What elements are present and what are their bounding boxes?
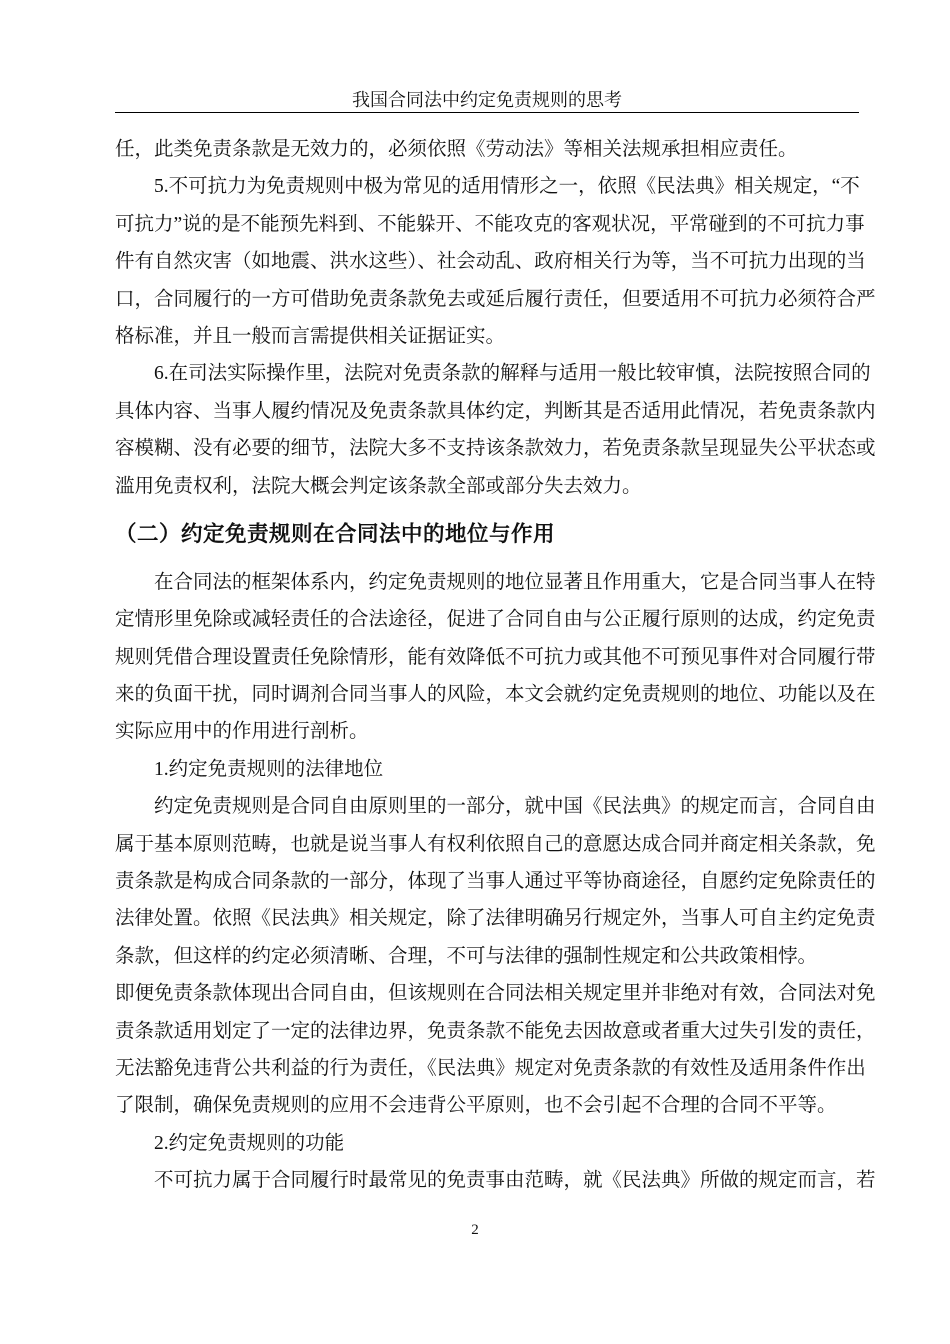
text-line: 约定免责规则是合同自由原则里的一部分，就中国《民法典》的规定而言，合同自由	[154, 796, 876, 818]
text-line: 责条款是构成合同条款的一部分，体现了当事人通过平等协商途径，自愿约定免除责任的	[115, 871, 876, 893]
text-line: 实际应用中的作用进行剖析。	[115, 721, 369, 743]
text-line: 口，合同履行的一方可借助免责条款免去或延后履行责任，但要适用不可抗力必须符合严	[115, 288, 876, 310]
text-line: 无法豁免违背公共利益的行为责任，《民法典》规定对免责条款的有效性及适用条件作出	[115, 1057, 866, 1079]
text-line: 属于基本原则范畴，也就是说当事人有权利依照自己的意愿达成合同并商定相关条款，免	[115, 833, 876, 855]
text-line: 即便免责条款体现出合同自由，但该规则在合同法相关规定里并非绝对有效，合同法对免	[115, 983, 876, 1005]
text-line: 6.在司法实际操作里，法院对免责条款的解释与适用一般比较审慎，法院按照合同的	[154, 363, 871, 385]
document-body	[115, 131, 876, 1200]
text-line: 在合同法的框架体系内，约定免责规则的地位显著且作用重大，它是合同当事人在特	[154, 571, 876, 593]
text-line: 规则凭借合理设置责任免除情形，能有效降低不可抗力或其他不可预见事件对合同履行带	[115, 646, 876, 668]
header-rule	[115, 112, 859, 113]
text-line: 了限制，确保免责规则的应用不会违背公平原则，也不会引起不合理的合同不平等。	[115, 1095, 837, 1117]
text-line: 件有自然灾害（如地震、洪水这些）、社会动乱、政府相关行为等，当不可抗力出现的当	[115, 251, 866, 273]
text-line: 1.约定免责规则的法律地位	[154, 758, 384, 780]
text-line: 来的负面干扰，同时调剂合同当事人的风险，本文会就约定免责规则的地位、功能以及在	[115, 684, 876, 706]
text-line: 2.约定免责规则的功能	[154, 1132, 345, 1154]
text-line: 格标准，并且一般而言需提供相关证据证实。	[115, 325, 506, 347]
text-line: 定情形里免除或减轻责任的合法途径，促进了合同自由与公正履行原则的达成，约定免责	[115, 609, 876, 631]
text-line: 条款，但这样的约定必须清晰、合理，不可与法律的强制性规定和公共政策相悖。	[115, 945, 818, 967]
text-line: 法律处置。依照《民法典》相关规定，除了法律明确另行规定外，当事人可自主约定免责	[115, 908, 876, 930]
text-line: 容模糊、没有必要的细节，法院大多不支持该条款效力，若免责条款呈现显失公平状态或	[115, 438, 876, 460]
text-line: 责条款适用划定了一定的法律边界，免责条款不能免去因故意或者重大过失引发的责任，	[115, 1020, 876, 1042]
text-line: 不可抗力属于合同履行时最常见的免责事由范畴，就《民法典》所做的规定而言，若	[154, 1170, 876, 1192]
text-line: 任，此类免责条款是无效力的，必须依照《劳动法》等相关法规承担相应责任。	[115, 139, 798, 160]
page-number: 2	[471, 1222, 479, 1238]
text-line: 5.不可抗力为免责规则中极为常见的适用情形之一，依照《民法典》相关规定，“不	[154, 176, 860, 198]
section-heading: （二）约定免责规则在合同法中的地位与作用	[115, 521, 556, 547]
running-header: 我国合同法中约定免责规则的思考	[352, 90, 622, 110]
text-line: 滥用免责权利，法院大概会判定该条款全部或部分失去效力。	[115, 475, 642, 497]
text-line: 可抗力”说的是不能预先料到、不能躲开、不能攻克的客观状况，平常碰到的不可抗力事	[115, 213, 865, 235]
text-line: 具体内容、当事人履约情况及免责条款具体约定，判断其是否适用此情况，若免责条款内	[115, 400, 876, 422]
